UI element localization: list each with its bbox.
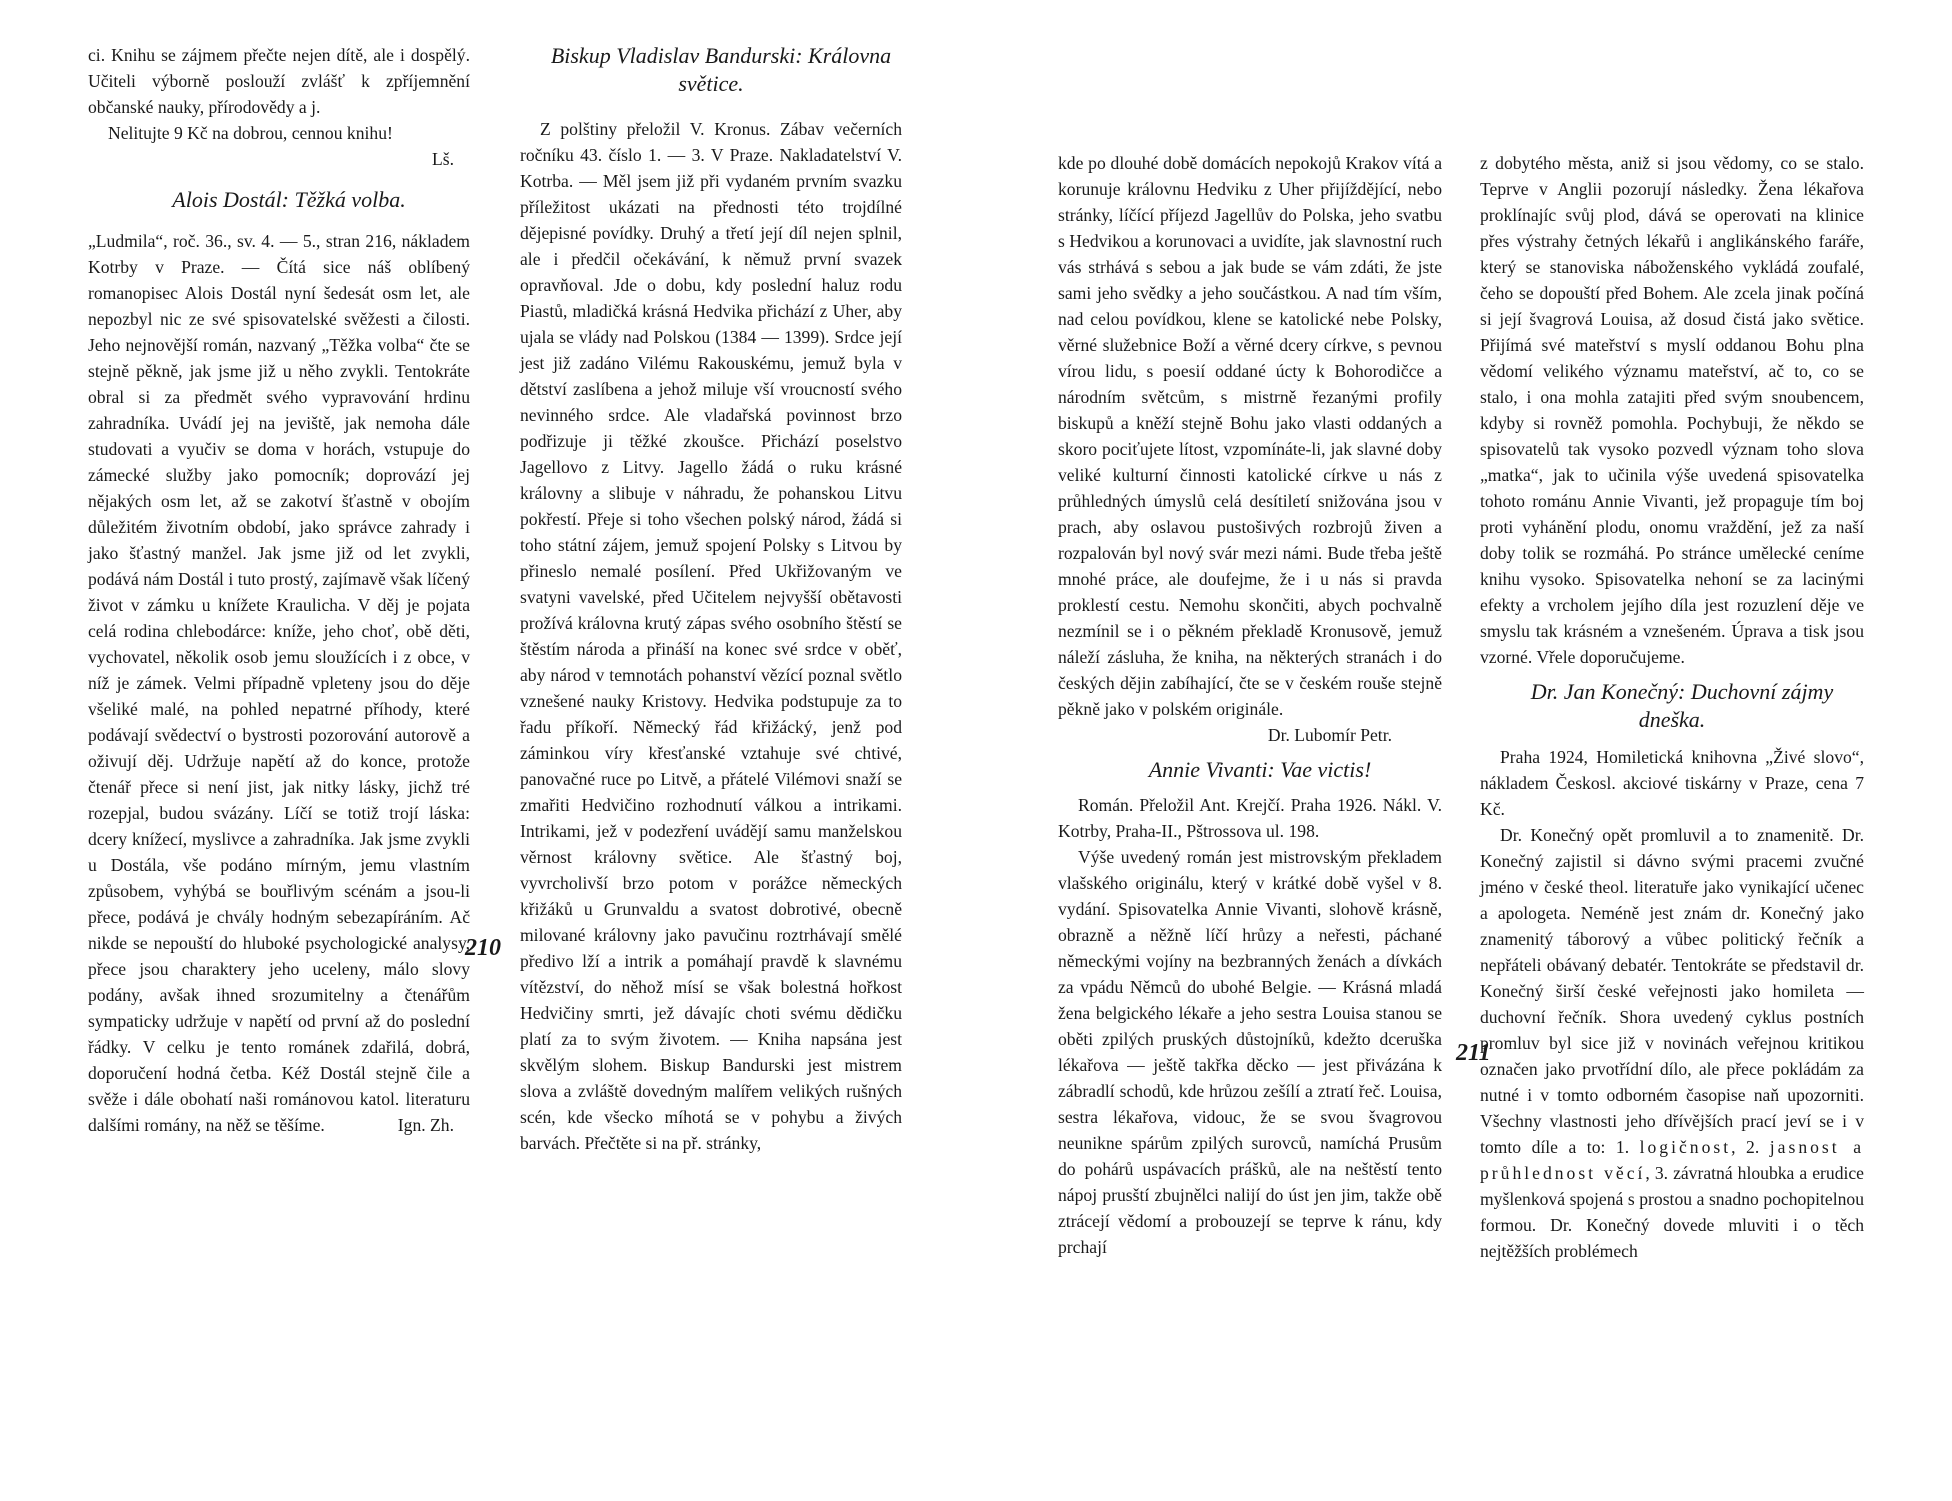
- review-text-vivanti: Výše uvedený román jest mistrovským překladem vlašského originálu, který v krátké době vyšel v 8. vydání. Spisovatelka Annie Vivanti, slohově krásně, obrazně a něžně líčí hrůzy a neřesti, páchané německými vojíny na bezbranných ženách a dívkách za vpádu Němců do ubohé Belgie. — Krásná mladá žena belgického lékaře a jeho sestra Louisa stanou se oběti zpilých pruských důstojníků, kdežto dceruška lékařova — ještě takřka děcko — jest přivázána k zábradlí schodů, kde hrůzou zešílí a ztratí řeč. Louisa, sestra lékařova, vidouc, že se svou švagrovou neunikne spárům zpilých surovců, namíchá Prusům do pohárů uspávacích prášků, ale na neštěstí tento nápoj prusští zbujnělci nalijí do úst jen jim, takže obě ztrácejí vědomí a probouzejí se teprve k ránu, kdy prchají: [1058, 847, 1442, 1257]
- right-column-1: [1058, 150, 1442, 1260]
- right-column-2: [1480, 150, 1864, 1264]
- left-column-1: [88, 42, 470, 1138]
- intro-signature: Lš.: [432, 149, 454, 169]
- emphasis-logicnost: logičnost: [1639, 1137, 1732, 1157]
- page-number: 211: [1456, 1040, 1491, 1066]
- review-text-konecny: Dr. Konečný opět promluvil a to znamenitě. Dr. Konečný zajistil si dávno svými pracemi zvučné jméno v české theol. literatuře jako vynikající učenec a apologeta. Neméně jest znám dr. Konečný jako znamenitý táborový a vůbec politický řečník a nepřáteli obávaný debatér. Tentokráte se představil dr. Konečný širší české veřejnosti jako homileta — duchovní řečník. Shora uvedený cyklus postních promluv byl sice již v novinách veřejnou kritikou označen jako prvotřídní dílo, ale přece pokládám za nutné i v tomto odborném časopise naň upozorniti. Všechny vlastnosti jeho dřívějších prací jeví se i v tomto díle a to: 1. logičnost, 2. jasnost a průhlednost věcí, 3. závratná hloubka a erudice myšlenková spojená s prostou a snadno pochopitelnou formou. Dr. Konečný dovede mluviti i o těch nejtěžších problémech: [1480, 825, 1864, 1261]
- review-intro-vivanti: Román. Přeložil Ant. Krejčí. Praha 1926. Nákl. V. Kotrby, Praha-II., Pštrossova ul. 198.: [1058, 795, 1442, 841]
- review-title-bandurski: Biskup Vladislav Bandurski: Královna světice.: [550, 43, 892, 96]
- review-signature-dostal: Ign. Zh.: [397, 1115, 454, 1135]
- left-column-2: [520, 42, 902, 1156]
- review-title-vivanti: Annie Vivanti: Vae victis!: [1148, 757, 1372, 782]
- intro-text-2: Nelitujte 9 Kč na dobrou, cennou knihu!: [108, 123, 393, 143]
- emphasis-jasnost: jasnost a průhlednost věcí: [1480, 1137, 1864, 1183]
- intro-text: ci. Knihu se zájmem přečte nejen dítě, ale i dospělý. Učiteli výborně poslouží zvlášť k zpříjemnění občanské nauky, přírodovědy a j.: [88, 45, 470, 117]
- page-number: 210: [465, 935, 501, 961]
- review-title-konecny: Dr. Jan Konečný: Duchovní zájmy dneška.: [1530, 679, 1834, 732]
- review-signature-bandurski: Dr. Lubomír Petr.: [1267, 725, 1392, 745]
- right-page: [976, 0, 1952, 1501]
- review-text-dostal: „Ludmila“, roč. 36., sv. 4. — 5., stran 216, nákladem Kotrby v Praze. — Čítá sice náš oblíbený romanopisec Alois Dostál nyní šedesát osm let, ale nepozbyl nic ze své spisovatelské svěžesti a čilosti. Jeho nejnovější román, nazvaný „Těžka volba“ čte se stejně pěkně, jak jsme již u něho zvykli. Tentokráte obral si za předmět svého vypravování hrdinu zahradníka. Uvádí jej na jeviště, jak nemoha dále studovati a vyučiv se doma v horách, vstupuje do zámecké služby jako pomocník; doprovází jej nějakých osm let, až se zakotví šťastně v obojím důležitém životním období, jako správce zahrady i jako šťastný manžel. Jak jsme již od let zvykli, podává nám Dostál i tuto prostý, zajímavě však líčený život v zámku u knížete Kraulicha. V děj je pojata celá rodina chlebodárce: kníže, jeho choť, obě děti, vychovatel, několik osob jemu sloužících i z obce, v níž je zámek. Velmi případně vpleteny jsou do děje všeliké malé, na pohled nepatrné příhody, které podávají svědectví o bystrosti pozorování autorově a oživují děj. Udržuje napětí až do konce, protože čtenář přece si není jist, jak nitky lásky, jichž tré rozepjal, budou svázány. Líčí se totiž trojí láska: dcery knížecí, myslivce a zahradníka. Jak jsme zvykli u Dostála, vše podáno mírným, jemu vlastním způsobem, vyhýbá se bouřlivým scénám a jsou-li přece, podává je chvály hodným sebezapíráním. Ač nikde se nepouští do hluboké psychologické analysy, přece jsou charaktery jeho uceleny, málo slovy podány, avšak ihned srozumitelny a čtenářům sympaticky udržuje v napětí od první až do poslední řádky. V celku je tento románek zdařilá, dobrá, doporučení hodná četba. Kéž Dostál stejně čile a svěže i dále obohatí naši románovou katol. literaturu dalšími romány, na něž se těšíme. Ign. Zh.: [88, 228, 470, 1138]
- review-title-dostal: Alois Dostál: Těžká volba.: [172, 187, 406, 212]
- continuation-text-bandurski: kde po dlouhé době domácích nepokojů Krakov vítá a korunuje královnu Hedviku z Uher přijíždějící, nebo stránky, líčící příjezd Jagellův do Polska, jeho svatbu s Hedvikou a korunovaci a uvidíte, jak slavnostní ruch vás strhává s sebou a jak bude se vám zdáti, že jste sami jeho svědky a jeho součástkou. A nad tím vším, nad celou povídkou, klene se katolické nebe Polsky, věrné služebnice Boží a věrné dcery církve, s pevnou vírou lidu, s poesií oddané úcty k Bohorodičce a národním světcům, s mistrně řezanými profily biskupů a kněží stejně Bohu jako vlasti oddaných a skoro pociťujete lítost, vzpomínáte-li, jak slavné doby veliké kulturní činnosti katolické církve u nás z průhledných úmyslů celá desítiletí snižována jsou v prach, aby oslavou pustošivých rozbrojů živen a rozpalován byl nový svár mezi námi. Bude třeba ještě mnohé práce, ale doufejme, že i u nás si pravda proklestí cestu. Nemohu skončiti, abych pochvalně nezmínil se i o pěkném překladě Kronusově, jemuž náleží zásluha, že kniha, na některých stranách i do českých dějin zabíhající, čte se v českém rouše stejně pěkně jako v polském originále.: [1058, 153, 1442, 719]
- review-text-bandurski: Z polštiny přeložil V. Kronus. Zábav večerních ročníku 43. číslo 1. — 3. V Praze. Nakladatelství V. Kotrba. — Měl jsem již při vydaném prvním svazku příležitost ukázati na přednosti této trojdílné dějepisné povídky. Druhý a třetí její díl nejen splnil, ale i předčil očekávání, k němuž první svazek opravňoval. Jde o dobu, kdy poslední haluz rodu Piastů, mladičká krásná Hedvika přichází z Uher, aby ujala se vlády nad Polskou (1384 — 1399). Srdce její jest již zadáno Vilému Rakouskému, jemuž byla v dětství zaslíbena a jehož miluje vší vroucností svého nevinného srdce. Ale vladařská povinnost brzo podřizuje ji těžké zkoušce. Přichází poselstvo Jagellovo z Litvy. Jagello žádá o ruku krásné královny a slibuje v náhradu, že pohanskou Litvu pokřestí. Přeje si toho všechen polský národ, žádá si toho státní zájem, jemuž spojení Polsky s Litvou by přineslo nemalé posílení. Před Ukřižovaným ve svatyni vavelské, před Učitelem nejvyšší obětavosti prožívá královna krutý zápas svého osobního štěstí se štěstím národa a přináší na konec své srdce v oběť, aby národ v temnotách pohanství vězící poznal světlo vznešené nauky Kristovy. Hedvika podstupuje za to řadu příkoří. Německý řád křižácký, jenž pod záminkou víry křesťanské vztahuje své chtivé, panovačné ruce po Litvě, a přátelé Vilémovi snaží se zmařiti Hedvičino rozhodnutí válkou a intrikami. Intrikami, jež v podezření uvádějí samu manželskou věrnost královny světice. Ale šťastný boj, vyvrcholivší brzo potom v porážce německých křižáků u Grunvaldu a svatost dobrotivé, obecně milované královny jako pavučinu roztrhávají smělé předivo lží a intrik a pomáhají pravdě k slavnému vítězství, do něhož mísí se však bolestná hořkost Hedvičiny smrti, jež dávajíc choti svému dědičku platí za to svým životem. — Kniha napsána jest skvělým slohem. Biskup Bandurski jest mistrem slova a zvláště dovedným malířem velikých rušných scén, kde všecko míhotá se v pohybu a živých barvách. Přečtěte si na př. stránky,: [520, 119, 902, 1153]
- continuation-text-vivanti: z dobytého města, aniž si jsou vědomy, co se stalo. Teprve v Anglii pozorují následky. Žena lékařova proklínajíc svůj plod, dává se operovati na klinice přes výstrahy četných lékařů i anglikánského faráře, který se stanoviska náboženského vykládá zoufalé, čeho se dopouští před Bohem. Ale zcela jinak počíná si její švagrová Louisa, až dosud čistá jako světice. Přijímá své mateřství s myslí oddanou Bohu plna vědomí velikého významu mateřství, ač to, co se stalo, i ona mohla zatajiti před svým snoubencem, kdyby si rovněž pomohla. Pochybuji, že někdo se spisovatelů tak vysoko pozvedl význam toho slova „matka“, jak to učinila výše uvedená spisovatelka tohoto románu Annie Vivanti, jež propaguje tím boj proti vyhánění plodu, onomu vraždění, jež za naší doby tolik se rozmáhá. Po stránce umělecké ceníme knihu vysoko. Spisovatelka nehoní se za lacinými efekty a vrcholem jejího díla jest rozuzlení děje ve smyslu tak krásném a vznešeném. Úprava a tisk jsou vzorné. Vřele doporučujeme.: [1480, 153, 1864, 667]
- review-intro-konecny: Praha 1924, Homiletická knihovna „Živé slovo“, nákladem Českosl. akciové tiskárny v Praze, cena 7 Kč.: [1480, 747, 1864, 819]
